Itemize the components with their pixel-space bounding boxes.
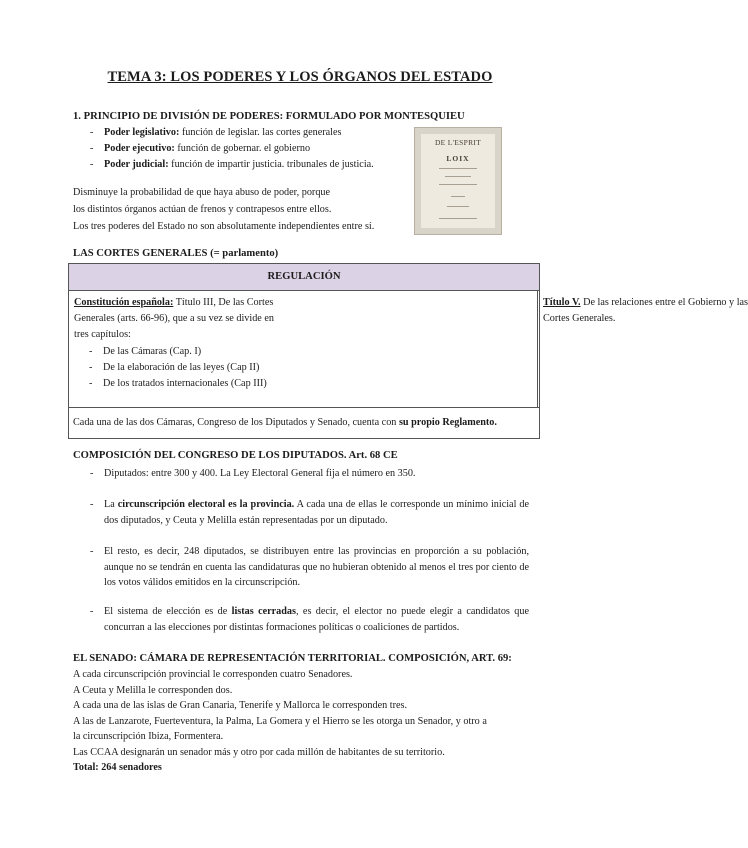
senado-line: la circunscripción Ibiza, Formentera. xyxy=(73,731,224,742)
document-page: TEMA 3: LOS PODERES Y LOS ÓRGANOS DEL ESTADO 1. PRINCIPIO DE DIVISIÓN DE PODERES: FORMULADO POR MONTESQUIEU - Poder legislativo: función de legislar. las cortes generales - Poder ejecutivo: función de gobernar. el gobierno - Poder judicial: función de impartir justicia. tribunales de justicia. Disminuye la probabilidad de que haya abuso de poder, porque los distintos órganos actúan de frenos y contrapesos entre ellos. Los tres poderes del Estado no son absolutamente independientes entre sí. DE L'ESPRIT LOIX LAS CORTES GENERALES (= parlamento) REGULACIÓN Constitución española: Título III, De las Cortes Generales (arts. 66-96), que a su vez se divide en tres capítulos: - De las Cámaras (Cap. I) - De la elaboración de las leyes (Cap II) - De los tratados internacionales (Cap III) Título V. De las relaciones entre el Gobierno y las Cortes Generales. Cada una de las dos Cámaras, Congreso de los Diputados y Senado, cuenta con su propio Reglamento. COMPOSICIÓN DEL CONGRESO DE LOS DIPUTADOS. Art. 68 CE - Diputados: entre 300 y 400. La Ley Electoral General fija el número en 350. - La circunscripción electoral es la provincia. A cada una de ellas le corresponde un mínimo inicial de dos diputados, y Ceuta y Melilla están representadas por un diputado. - El resto, es decir, 248 diputados, se distribuyen entre las provincias en proporción a su población, aunque no se tendrán en cuenta las candidaturas que no hubieran obtenido al menos el tres por ciento de los votos válidos emitidos en la circunscripción. - El sistema de elección es de listas cerradas, es decir, el elector no puede elegir a candidatos que concurran a las elecciones por distintas formaciones políticas o coaliciones de partidos. EL SENADO: CÁMARA DE REPRESENTACIÓN TERRITORIAL. COMPOSICIÓN, ART. 69: A cada circunscripción provincial le corresponden cuatro Senadores. A Ceuta y Melilla le corresponden dos. A cada una de las islas de Gran Canaria, Tenerife y Mallorca le corresponden tres. A las de Lanzarote, Fuerteventura, la Palma, La Gomera y el Hierro se les otorga un Senador, y otro a la circunscripción Ibiza, Formentera. Las CCAA designarán un senador más y otro por cada millón de habitantes de su territorio. Total: 264 senadores xyxy=(0,0,600,848)
table-cell-constitution: Constitución española: Título III, De las Cortes Generales (arts. 66-96), que a su vez se divide en tres capítulos: - De las Cámaras (Cap. I) - De la elaboración de las leyes (Cap II) - De los tratados internacionales (Cap III) xyxy=(69,291,538,408)
item-text: función de legislar. las cortes generales xyxy=(179,127,342,138)
list-item-text: El resto, es decir, 248 diputados, se distribuyen entre las provincias en proporción a su población, aunque no se tendrán en cuenta las candidaturas que no hubieran obtenido al menos el tres por ciento de los votos válidos emitidos en la circunscripción. xyxy=(104,546,529,588)
constitution-text: tres capítulos: xyxy=(74,329,131,340)
constitution-text: Título III, De las Cortes xyxy=(173,297,274,308)
section1-heading: 1. PRINCIPIO DE DIVISIÓN DE PODERES: FORMULADO POR MONTESQUIEU xyxy=(73,111,465,122)
congreso-heading: COMPOSICIÓN DEL CONGRESO DE LOS DIPUTADOS. Art. 68 CE xyxy=(73,450,398,461)
table-cell-titulo-v xyxy=(537,291,748,408)
titulo-v-text: Cortes Generales. xyxy=(542,313,616,324)
constitution-label: Constitución española: xyxy=(74,297,174,308)
senado-line: Las CCAA designarán un senador más y otro por cada millón de habitantes de su territorio. xyxy=(73,747,445,758)
montesquieu-book-image xyxy=(414,127,502,235)
constitution-text: Generales (arts. 66-96), que a su vez se divide en xyxy=(74,313,274,324)
senado-heading: EL SENADO: CÁMARA DE REPRESENTACIÓN TERRITORIAL. COMPOSICIÓN, ART. 69: xyxy=(73,653,512,664)
list-item-bold: listas cerradas xyxy=(231,606,296,617)
powers-list: - Poder legislativo: función de legislar. las cortes generales - Poder ejecutivo: función de gobernar. el gobierno - Poder judicial: función de impartir justicia. tribunales de justicia. xyxy=(90,127,374,170)
senado-line: A cada una de las islas de Gran Canaria, Tenerife y Mallorca le corresponden tres. xyxy=(73,700,408,711)
list-item-text: Diputados: entre 300 y 400. La Ley Electoral General fija el número en 350. xyxy=(104,468,416,479)
page-title: TEMA 3: LOS PODERES Y LOS ÓRGANOS DEL ESTADO xyxy=(107,69,493,85)
table-cell-reglamento xyxy=(69,408,540,439)
section1-para-line: Los tres poderes del Estado no son absolutamente independientes entre sí. xyxy=(73,221,375,232)
senado-line: A cada circunscripción provincial le corresponden cuatro Senadores. xyxy=(73,669,353,680)
item-text: función de impartir justicia. tribunales de justicia. xyxy=(168,159,374,170)
section1-para-line: Disminuye la probabilidad de que haya abuso de poder, porque xyxy=(73,187,331,198)
item-label: Poder legislativo: xyxy=(104,127,180,138)
table-header: REGULACIÓN xyxy=(69,264,539,290)
item-label: Poder judicial: xyxy=(104,159,169,170)
list-item-bold: circunscripción electoral es la provincia. xyxy=(117,499,295,510)
senado-total: Total: 264 senadores xyxy=(73,762,162,773)
senado-line: A las de Lanzarote, Fuerteventura, la Palma, La Gomera y el Hierro se les otorga un Senador, y otro a xyxy=(73,716,487,727)
item-label: Poder ejecutivo: xyxy=(104,143,175,154)
reglamento-text: Cada una de las dos Cámaras, Congreso de los Diputados y Senado, cuenta con xyxy=(73,417,399,428)
reglamento-bold: su propio Reglamento. xyxy=(398,417,497,428)
book-title-line: LOIX xyxy=(446,154,470,163)
titulo-v-text: De las relaciones entre el Gobierno y las xyxy=(580,297,748,308)
titulo-v-label: Título V. xyxy=(542,297,581,308)
senado-line: A Ceuta y Melilla le corresponden dos. xyxy=(73,685,233,696)
cortes-heading: LAS CORTES GENERALES (= parlamento) xyxy=(73,248,279,259)
item-text: función de gobernar. el gobierno xyxy=(174,143,311,154)
table-header-cell xyxy=(69,264,540,291)
book-title-line: DE L'ESPRIT xyxy=(434,138,482,147)
regulation-table xyxy=(68,263,748,439)
section1-para-line: los distintos órganos actúan de frenos y contrapesos entre ellos. xyxy=(73,204,332,215)
